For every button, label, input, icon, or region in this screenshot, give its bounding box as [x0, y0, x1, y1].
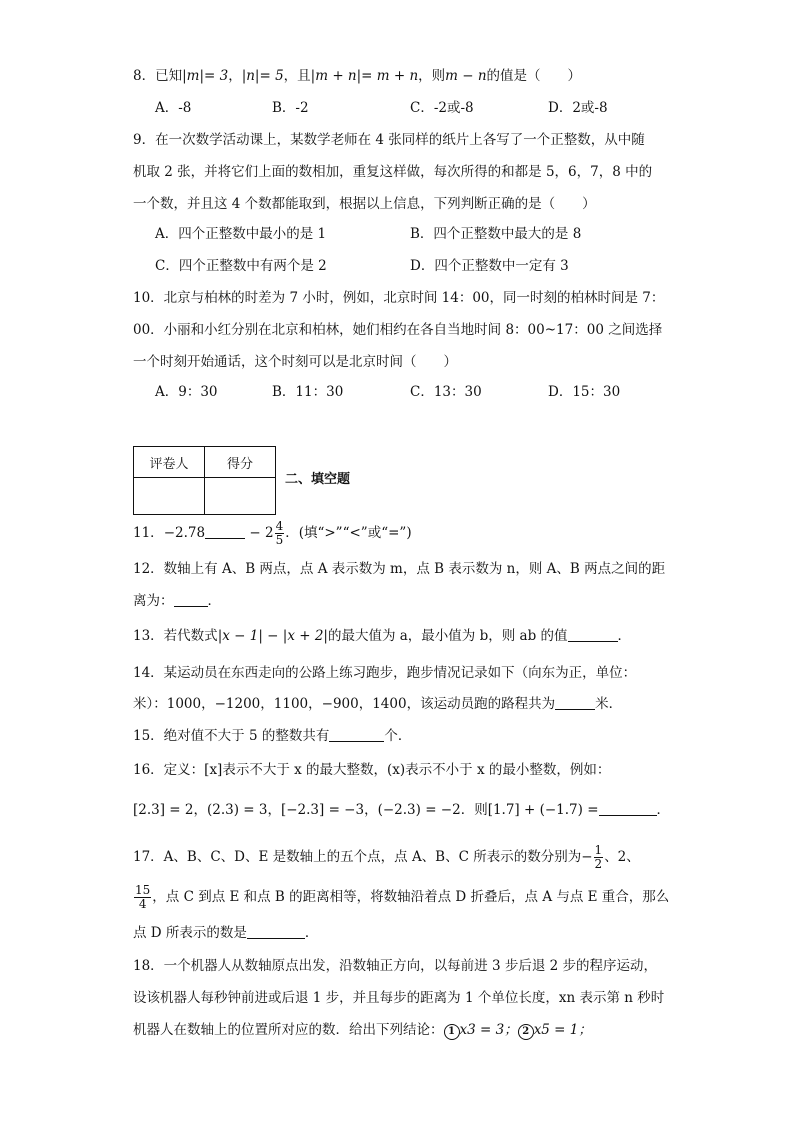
q8-tail: 的值是（ ） [486, 68, 582, 84]
q11-value-b-whole: − 2 [249, 525, 274, 541]
q17-head: 17．A、B、C、D、E 是数轴上的五个点，点 A、B、C 所表示的数分别为 [133, 849, 582, 865]
question-13 [133, 626, 631, 646]
q10-line-1: 10．北京与柏林的时差为 7 小时，例如，北京时间 14：00，同一时刻的柏林时间是 7： [133, 290, 665, 306]
q8-m-abs: |m|= 3 [182, 68, 229, 84]
q17-line-1 [133, 842, 640, 872]
q10-line-2: 00．小丽和小红分别在北京和柏林，她们相约在各自当地时间 8：00~17：00 之间选择 [133, 322, 663, 338]
q17-end: ． [304, 925, 319, 941]
q17-line-2 [133, 882, 669, 912]
q17-answer-blank [247, 924, 305, 939]
q12-end: ． [207, 593, 221, 609]
q12-line-1: 12．数轴上有 A、B 两点，点 A 表示数为 m，点 B 表示数为 n，则 A、B 两点之间的距 [133, 561, 666, 577]
q8-mid: ，且 [283, 68, 311, 84]
q9-option-b: B．四个正整数中最大的是 8 [410, 226, 582, 242]
q8-option-c: C．-2或-8 [410, 100, 474, 116]
q11-fraction [275, 520, 285, 547]
q10-option-d: D．15：30 [548, 384, 621, 400]
q8-mid2: ，则 [418, 68, 446, 84]
q16-line-2-text: [2.3] = 2，(2.3) = 3，[−2.3] = −3，(−2.3) = −2．则[1.7] + (−1.7) = [133, 802, 599, 818]
q10-option-b: B．11：30 [272, 384, 344, 400]
q16-line-1: 16．定义：[x]表示不大于 x 的最大整数，(x)表示不小于 x 的最小整数，例如： [133, 762, 611, 778]
section-title: 二、填空题 [285, 472, 351, 487]
q13-head: 13．若代数式 [133, 628, 218, 644]
score-table [133, 446, 276, 515]
q11-answer-blank [205, 524, 245, 539]
q8-option-a: A．-8 [155, 100, 192, 116]
q13-expression: |x − 1| − |x + 2| [217, 628, 328, 644]
q9-line-1: 9．在一次数学活动课上，某数学老师在 4 张同样的纸片上各写了一个正整数，从中随 [133, 132, 645, 148]
q17-fraction-1 [594, 844, 604, 871]
q10-line-3: 一个时刻开始通话，这个时刻可以是北京时间（ ） [133, 354, 457, 370]
q9-line-3: 一个数，并且这 4 个数都能取到，根据以上信息，下列判断正确的是（ ） [133, 196, 596, 212]
q12-line-2 [133, 591, 221, 611]
q17-line-2-text: ，点 C 到点 E 和点 B 的距离相等，将数轴沿着点 D 折叠后，点 A 与点 E 重合，那么 [152, 889, 670, 905]
q17-line-3-text: 点 D 所表示的数是 [133, 925, 247, 941]
q12-line-2-text: 离为： [133, 593, 174, 609]
score-table-grader-cell [134, 478, 205, 515]
q11-number: 11． [133, 525, 164, 541]
q11-fraction-numerator: 4 [275, 519, 284, 533]
q14-answer-blank [555, 695, 595, 710]
q14-line-2-text: 米）：1000，−1200，1100，−900，1400，该运动员跑的路程共为 [133, 696, 556, 712]
q8-option-d: D．2或-8 [548, 100, 608, 116]
q14-line-1: 14．某运动员在东西走向的公路上练习跑步，跑步情况记录如下（向东为正，单位： [133, 665, 637, 681]
q17-line-3 [133, 923, 318, 943]
score-table-grader: 评卷人 [134, 447, 205, 478]
q8-condition: |m + n|= m + n [310, 68, 419, 84]
q9-option-c: C．四个正整数中有两个是 2 [155, 258, 327, 274]
q11-tail: ．(填“>”“<”或“=”) [285, 525, 412, 541]
score-table-score-cell [205, 478, 276, 515]
q8-option-b: B．-2 [272, 100, 309, 116]
q15-head: 15．绝对值不大于 5 的整数共有 [133, 728, 330, 744]
q13-answer-blank [568, 627, 618, 642]
q18-line-3-text: 机器人在数轴上的位置所对应的数．给出下列结论： [133, 1022, 444, 1038]
q17-fraction-2-numerator: 15 [135, 883, 151, 897]
question-8 [133, 66, 581, 86]
question-15 [133, 726, 411, 746]
q9-option-d: D．四个正整数中一定有 3 [410, 258, 569, 274]
q16-line-2 [133, 800, 670, 820]
q12-answer-blank [174, 592, 208, 607]
q18-conclusion-1-marker: 1 [444, 1024, 460, 1040]
q10-option-a: A．9：30 [155, 384, 218, 400]
q8-expression: m − n [445, 68, 487, 84]
q15-answer-blank [329, 727, 384, 742]
score-table-score: 得分 [205, 447, 276, 478]
q14-unit: 米． [595, 696, 623, 712]
q17-fraction-1-denominator: 2 [594, 857, 603, 871]
question-11 [133, 519, 412, 547]
q13-end: ． [617, 628, 632, 644]
q18-line-3 [133, 1020, 592, 1040]
q17-fraction-1-numerator: 1 [594, 843, 603, 857]
q11-value-a: −2.78 [163, 525, 206, 541]
q16-end: ． [656, 802, 671, 818]
q16-answer-blank [599, 801, 657, 816]
q8-number: 8．已知 [133, 68, 183, 84]
q8-n-abs: |n|= 5 [241, 68, 284, 84]
q18-conclusion-1: x3 = 3； [459, 1022, 518, 1038]
q14-line-2 [133, 694, 622, 714]
q17-negative-sign: − [581, 849, 593, 865]
q13-tail: 的最大值为 a，最小值为 b，则 ab 的值 [327, 628, 568, 644]
q9-option-a: A．四个正整数中最小的是 1 [155, 226, 327, 242]
q9-line-2: 机取 2 张，并将它们上面的数相加，重复这样做，每次所得的和都是 5，6，7，8 中的 [133, 164, 653, 180]
q17-fraction-2-denominator: 4 [138, 897, 147, 911]
q18-line-2: 设该机器人每秒钟前进或后退 1 步，并且每步的距离为 1 个单位长度，xn 表示第 n 秒时 [133, 990, 665, 1006]
q17-fraction-2 [134, 884, 151, 911]
q18-conclusion-2: x5 = 1； [533, 1022, 592, 1038]
q8-sep: ， [228, 68, 242, 84]
q11-fraction-denominator: 5 [275, 533, 284, 547]
q10-option-c: C．13：30 [410, 384, 482, 400]
q18-conclusion-2-marker: 2 [518, 1024, 534, 1040]
q15-tail: 个． [384, 728, 412, 744]
q18-line-1: 18．一个机器人从数轴原点出发，沿数轴正方向，以每前进 3 步后退 2 步的程序运动， [133, 958, 658, 974]
q17-mid: 、2、 [604, 849, 640, 865]
